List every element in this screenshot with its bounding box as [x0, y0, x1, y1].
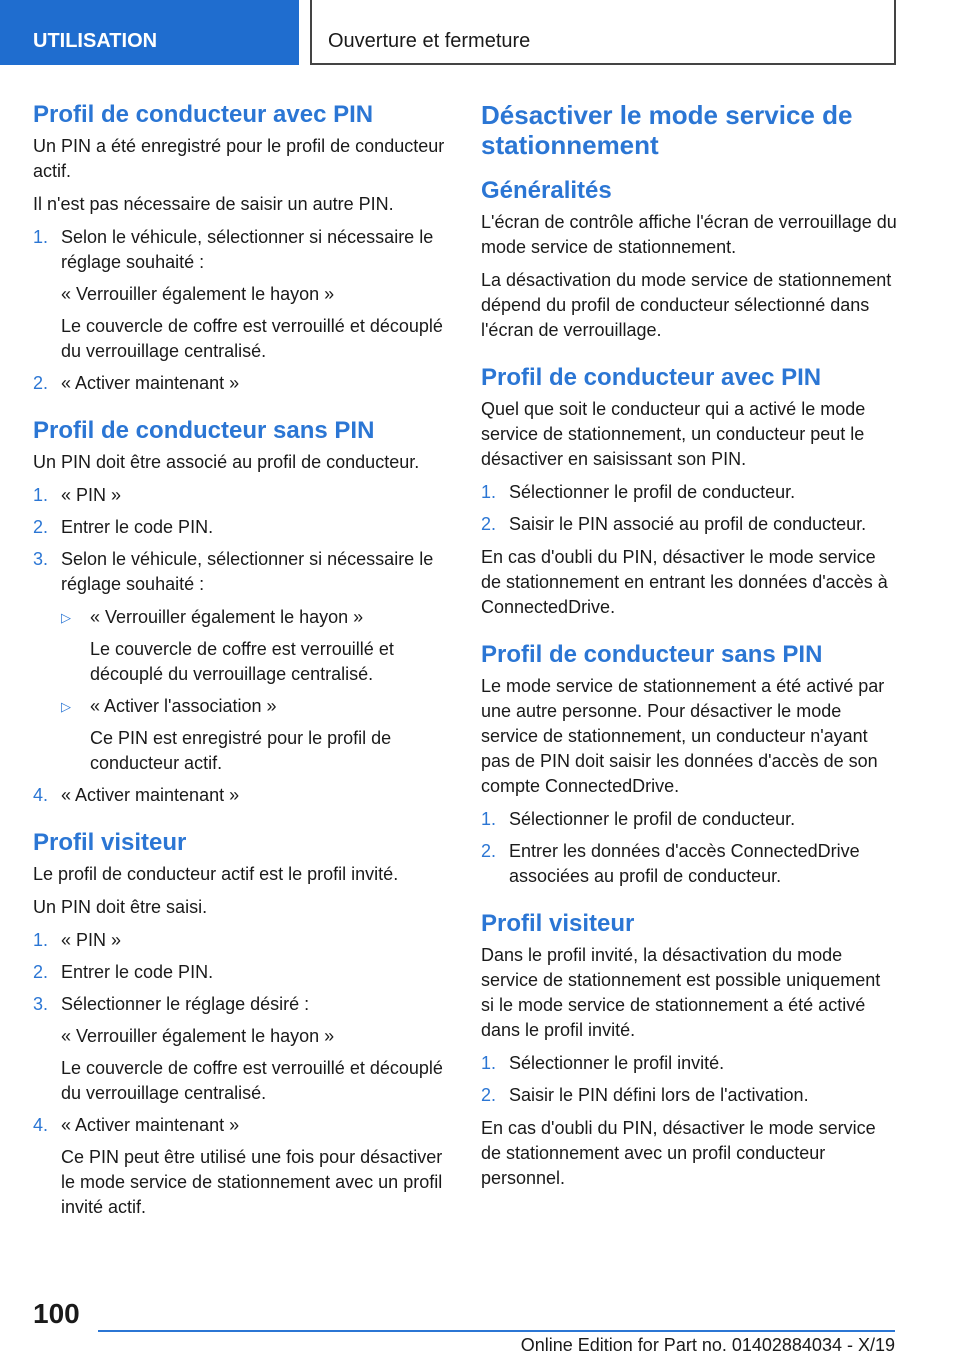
- paragraph: En cas d'oubli du PIN, désactiver le mode service de stationnement avec un profil conducteur personnel.: [481, 1118, 876, 1188]
- step-text: Selon le véhicule, sélectionner si nécessaire le réglage souhaité :: [61, 549, 434, 594]
- option-item: [61, 605, 449, 687]
- list-item: [33, 783, 449, 808]
- list-item: [481, 1051, 897, 1076]
- option-text: « Verrouiller également le hayon »: [90, 607, 364, 627]
- header-chapter-title: Ouverture et fermeture: [310, 0, 896, 65]
- step-number: 1.: [33, 227, 49, 247]
- list-item: [33, 1113, 449, 1220]
- section-heading: Profil de conducteur sans PIN: [33, 417, 375, 444]
- step-text: Saisir le PIN défini lors de l'activation.: [509, 1085, 809, 1105]
- step-number: 1.: [481, 1053, 497, 1073]
- list-item: [481, 839, 897, 889]
- paragraph: Un PIN a été enregistré pour le profil de conducteur actif.: [33, 136, 445, 181]
- list-item: [481, 480, 897, 505]
- step-text: Saisir le PIN associé au profil de conducteur.: [509, 514, 867, 534]
- step-number: 1.: [481, 809, 497, 829]
- list-item: [33, 547, 449, 776]
- step-note: Le couvercle de coffre est verrouillé et découplé du verrouillage centralisé.: [61, 316, 443, 361]
- step-number: 1.: [481, 482, 497, 502]
- step-text: Sélectionner le profil de conducteur.: [509, 809, 796, 829]
- step-note: Le couvercle de coffre est verrouillé et découplé du verrouillage centralisé.: [61, 1058, 443, 1103]
- triangle-bullet-icon: ▷: [61, 610, 71, 625]
- step-number: 4.: [33, 1115, 49, 1135]
- step-number: 1.: [33, 485, 49, 505]
- list-item: [33, 515, 449, 540]
- step-number: 4.: [33, 785, 49, 805]
- step-list: [481, 807, 897, 889]
- step-list: [33, 225, 449, 396]
- list-item: [481, 1083, 897, 1108]
- paragraph: En cas d'oubli du PIN, désactiver le mode service de stationnement en entrant les données d'accès à ConnectedDrive.: [481, 547, 888, 617]
- step-list: [33, 928, 449, 1220]
- step-number: 2.: [481, 841, 497, 861]
- step-note: Ce PIN peut être utilisé une fois pour désactiver le mode service de stationnement avec un profil invité actif.: [61, 1147, 443, 1217]
- header-section-tab: UTILISATION: [0, 0, 299, 65]
- step-list: [33, 483, 449, 808]
- step-number: 2.: [481, 1085, 497, 1105]
- paragraph: Dans le profil invité, la désactivation du mode service de stationnement est possible uniquement si le mode service de stationnement a été activé dans le profil invité.: [481, 945, 881, 1040]
- section-driver-profile-with-pin: [33, 100, 449, 396]
- step-text: « PIN »: [61, 485, 122, 505]
- list-item: [33, 225, 449, 364]
- step-number: 2.: [481, 514, 497, 534]
- list-item: [481, 807, 897, 832]
- step-text: « Activer maintenant »: [61, 1115, 240, 1135]
- paragraph: Un PIN doit être saisi.: [33, 897, 208, 917]
- step-number: 2.: [33, 517, 49, 537]
- section-visitor-profile: [33, 828, 449, 1220]
- step-text: Entrer le code PIN.: [61, 962, 214, 982]
- option-detail: Ce PIN est enregistré pour le profil de conducteur actif.: [90, 728, 392, 773]
- step-option: « Verrouiller également le hayon »: [61, 1026, 335, 1046]
- section-driver-profile-without-pin: [481, 640, 897, 889]
- option-item: [61, 694, 449, 776]
- step-text: « PIN »: [61, 930, 122, 950]
- paragraph: Un PIN doit être associé au profil de conducteur.: [33, 452, 420, 472]
- section-heading: Profil de conducteur avec PIN: [481, 364, 822, 391]
- step-number: 3.: [33, 549, 49, 569]
- step-text: Entrer les données d'accès ConnectedDrive associées au profil de conducteur.: [509, 841, 860, 886]
- step-text: « Activer maintenant »: [61, 785, 240, 805]
- section-visitor-profile: [481, 909, 897, 1191]
- paragraph: L'écran de contrôle affiche l'écran de verrouillage du mode service de stationnement.: [481, 212, 897, 257]
- right-column: [481, 100, 897, 1199]
- list-item: [33, 960, 449, 985]
- left-column: [33, 100, 449, 1228]
- list-item: [481, 512, 897, 537]
- paragraph: La désactivation du mode service de stationnement dépend du profil de conducteur sélectionné dans l'écran de verrouillage.: [481, 270, 892, 340]
- section-driver-profile-without-pin: [33, 416, 449, 808]
- step-number: 1.: [33, 930, 49, 950]
- section-heading: Profil de conducteur avec PIN: [33, 101, 374, 128]
- step-number: 3.: [33, 994, 49, 1014]
- footer-edition-text: Online Edition for Part no. 01402884034 - X/19: [520, 1335, 895, 1355]
- step-list: [481, 1051, 897, 1108]
- paragraph: Le mode service de stationnement a été activé par une autre personne. Pour désactiver le mode service de stationnement, un conducteur n'ayant pas de PIN doit saisir les données d'accès de son compte ConnectedDrive.: [481, 676, 885, 796]
- list-item: [33, 928, 449, 953]
- option-list: [61, 605, 449, 776]
- step-text: « Activer maintenant »: [61, 373, 240, 393]
- step-text: Entrer le code PIN.: [61, 517, 214, 537]
- step-option: « Verrouiller également le hayon »: [61, 284, 335, 304]
- section-heading: Profil visiteur: [33, 829, 187, 856]
- section-driver-profile-with-pin: [481, 363, 897, 620]
- paragraph: Le profil de conducteur actif est le profil invité.: [33, 864, 399, 884]
- page-number: 100: [33, 1298, 80, 1329]
- triangle-bullet-icon: ▷: [61, 699, 71, 714]
- step-text: Selon le véhicule, sélectionner si nécessaire le réglage souhaité :: [61, 227, 434, 272]
- step-text: Sélectionner le profil de conducteur.: [509, 482, 796, 502]
- paragraph: Il n'est pas nécessaire de saisir un autre PIN.: [33, 194, 394, 214]
- step-number: 2.: [33, 962, 49, 982]
- section-heading: Profil de conducteur sans PIN: [481, 641, 823, 668]
- step-text: Sélectionner le réglage désiré :: [61, 994, 310, 1014]
- step-text: Sélectionner le profil invité.: [509, 1053, 725, 1073]
- step-list: [481, 480, 897, 537]
- paragraph: Quel que soit le conducteur qui a activé le mode service de stationnement, un conducteur peut le désactiver en saisissant son PIN.: [481, 399, 866, 469]
- list-item: [33, 371, 449, 396]
- list-item: [33, 483, 449, 508]
- step-number: 2.: [33, 373, 49, 393]
- section-general: [481, 176, 897, 343]
- list-item: [33, 992, 449, 1106]
- section-heading: Généralités: [481, 177, 612, 204]
- section-heading: Profil visiteur: [481, 910, 635, 937]
- main-heading: Désactiver le mode service de stationnement: [481, 100, 853, 160]
- option-detail: Le couvercle de coffre est verrouillé et découplé du verrouillage centralisé.: [90, 639, 394, 684]
- option-text: « Activer l'association »: [90, 696, 277, 716]
